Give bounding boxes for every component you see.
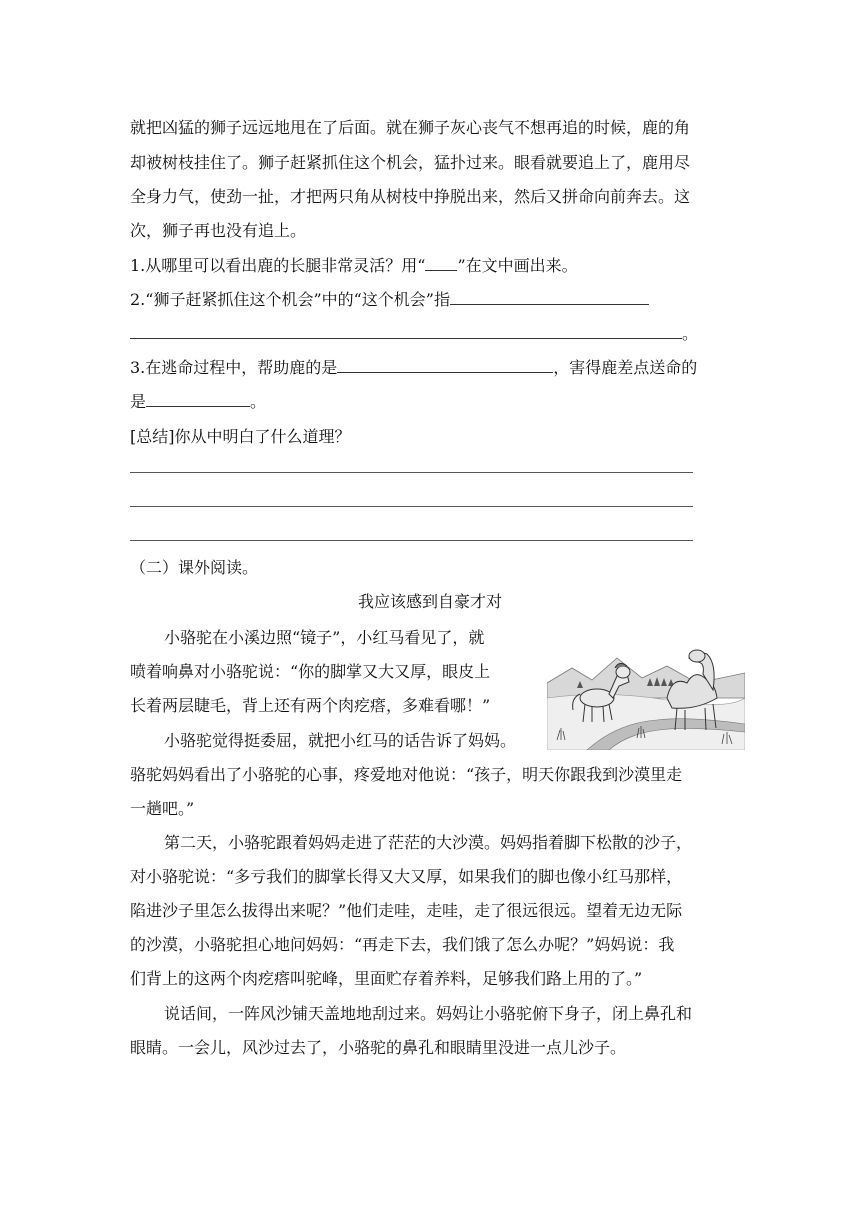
story-line-8: 对小骆驼说：“多亏我们的脚掌长得又大又厚，如果我们的脚也像小红马那样， (130, 867, 683, 886)
question-1-text-a: 1.从哪里可以看出鹿的长腿非常灵活？用“ (130, 256, 426, 275)
summary-prompt: [总结]你从中明白了什么道理？ (130, 427, 351, 446)
story-line-11: 们背上的这两个肉疙瘩叫驼峰，里面贮存着养料，足够我们路上用的了。” (130, 969, 643, 988)
passage1-line-1: 就把凶猛的狮子远远地甩在了后面。就在狮子灰心丧气不想再追的时候，鹿的角 (130, 118, 691, 137)
story-line-2: 喷着响鼻对小骆驼说：“你的脚掌又大又厚，眼皮上 (130, 662, 491, 681)
story-line-6: 一趟吧。” (130, 799, 195, 818)
question-3-continued (130, 392, 266, 412)
question-3-text-c: 是 (130, 392, 147, 411)
section-2-heading: （二）课外阅读。 (130, 558, 259, 577)
story-line-3: 长着两层睫毛，背上还有两个肉疙瘩，多难看哪！” (130, 696, 491, 715)
question-2-end: 。 (682, 324, 699, 343)
question-1 (130, 256, 578, 276)
question-3-text-b: ，害得鹿差点送命的 (553, 358, 698, 377)
answer-line-3[interactable] (130, 540, 693, 541)
question-2-blank-2[interactable] (130, 324, 682, 339)
question-2-text: 2.“狮子赶紧抓住这个机会”中的“这个机会”指 (130, 290, 450, 309)
story-line-13: 眼睛。一会儿，风沙过去了，小骆驼的鼻孔和眼睛里没进一点儿沙子。 (130, 1038, 627, 1057)
story-line-9: 陷进沙子里怎么拔得出来呢？”他们走哇，走哇，走了很远很远。望着无边无际 (130, 901, 683, 920)
story-line-12: 说话间，一阵风沙铺天盖地地刮过来。妈妈让小骆驼俯下身子，闭上鼻孔和 (164, 1004, 693, 1023)
question-3-blank-1[interactable] (337, 358, 553, 373)
question-3 (130, 358, 697, 378)
question-3-end: 。 (250, 392, 267, 411)
passage1-line-2: 却被树枝挂住了。狮子赶紧抓住这个机会，猛扑过来。眼看就要追上了，鹿用尽 (130, 153, 691, 172)
answer-line-1[interactable] (130, 472, 693, 473)
story-line-10: 的沙漠，小骆驼担心地问妈妈：“再走下去，我们饿了怎么办呢？”妈妈说：我 (130, 935, 675, 954)
story-title: 我应该感到自豪才对 (357, 592, 502, 611)
question-2-continued (130, 324, 698, 344)
story-line-1: 小骆驼在小溪边照“镜子”，小红马看见了，就 (164, 628, 485, 647)
camel-and-horse-illustration-icon (547, 628, 745, 750)
story-line-4: 小骆驼觉得挺委屈，就把小红马的话告诉了妈妈。 (164, 731, 517, 750)
story-line-7: 第二天，小骆驼跟着妈妈走进了茫茫的大沙漠。妈妈指着脚下松散的沙子， (164, 833, 693, 852)
answer-line-2[interactable] (130, 506, 693, 507)
question-1-text-b: ”在文中画出来。 (457, 256, 578, 275)
passage1-line-4: 次，狮子再也没有追上。 (130, 221, 307, 240)
passage1-line-3: 全身力气，使劲一扯，才把两只角从树枝中挣脱出来，然后又拼命向前奔去。这 (130, 187, 691, 206)
question-2-blank-1[interactable] (450, 290, 649, 305)
question-3-text-a: 3.在逃命过程中，帮助鹿的是 (130, 358, 338, 377)
question-2 (130, 290, 649, 310)
question-1-blank[interactable] (425, 256, 457, 271)
story-line-5: 骆驼妈妈看出了小骆驼的心事，疼爱地对他说：“孩子，明天你跟我到沙漠里走 (130, 765, 683, 784)
question-3-blank-2[interactable] (146, 392, 250, 407)
